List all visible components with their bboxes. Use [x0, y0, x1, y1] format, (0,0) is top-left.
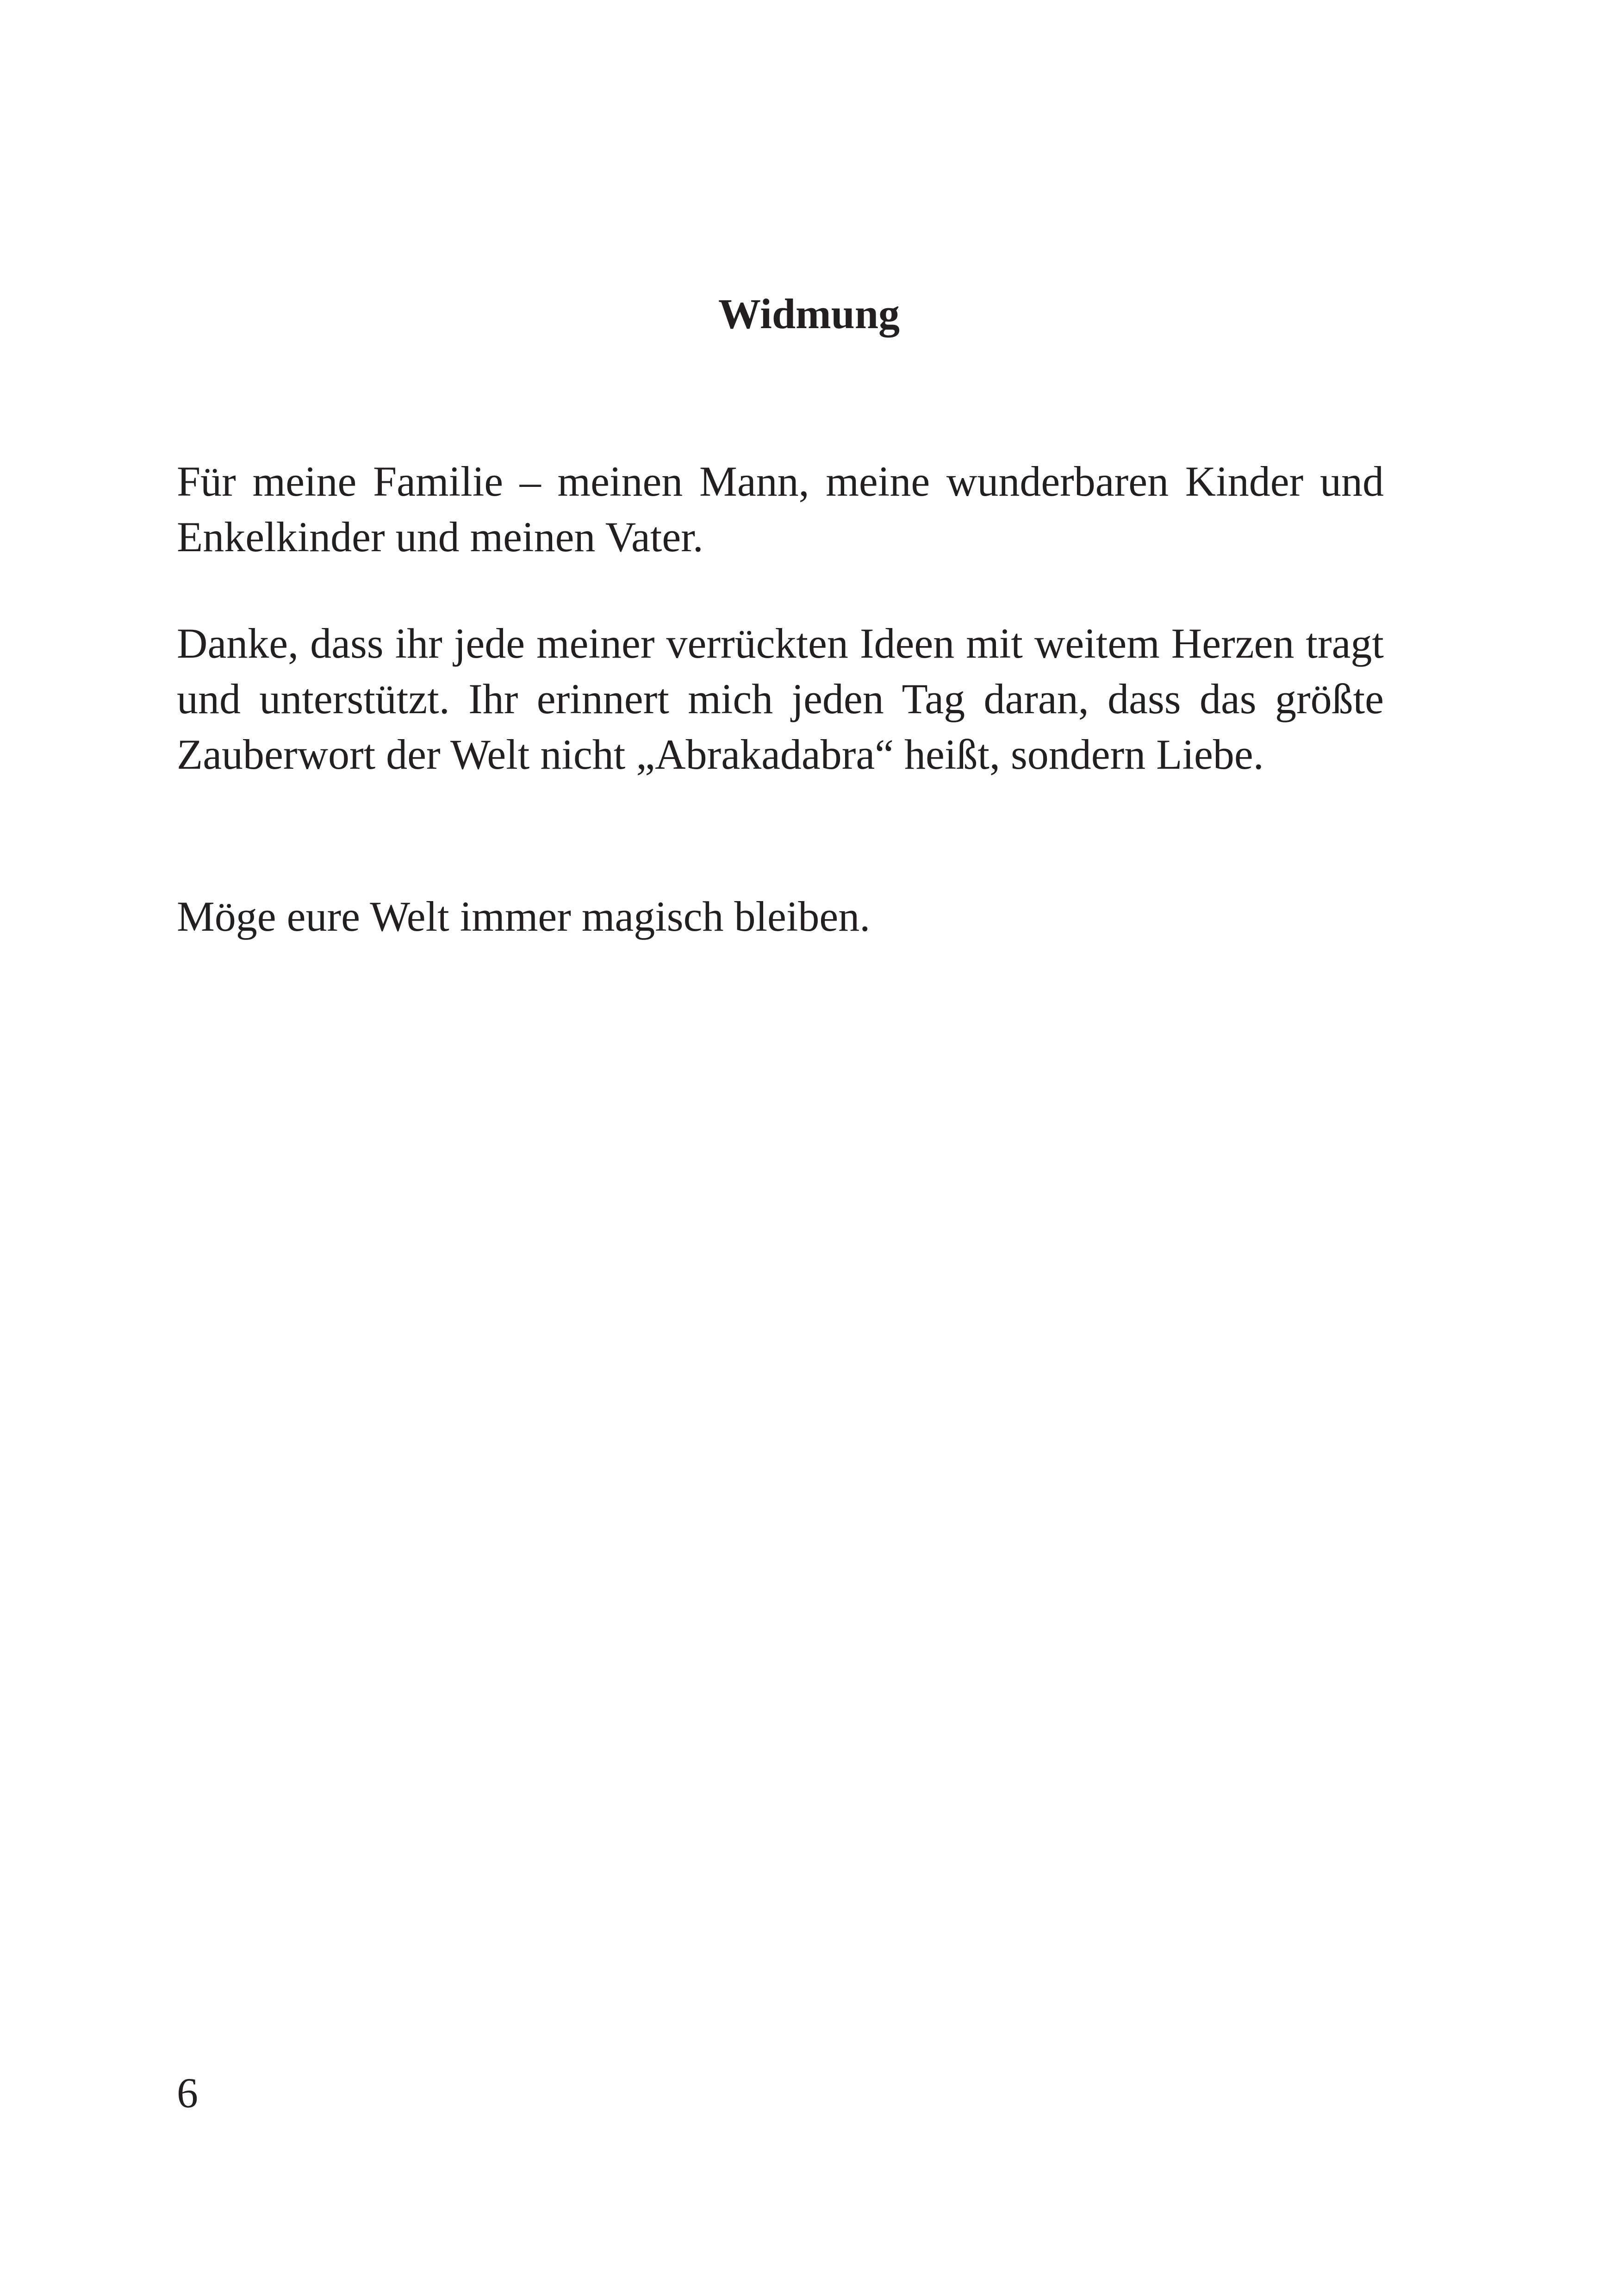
- dedication-paragraph-family: Für meine Familie – meinen Mann, meine wunderbaren Kinder und Enkelkinder und meinen Vater.: [177, 458, 1384, 560]
- dedication-paragraph-thanks: Danke, dass ihr jede meiner verrückten Ideen mit weitem Herzen tragt und unterstützt. Ihr erinnert mich jeden Tag daran, dass das größte Zauberwort der Welt nicht „Abrakadabra“ heißt, sondern Liebe.: [177, 620, 1384, 778]
- dedication-title: Widmung: [718, 290, 900, 337]
- page-number: 6: [177, 2069, 198, 2116]
- dedication-paragraph-wish: Möge eure Welt immer magisch bleiben.: [177, 893, 871, 940]
